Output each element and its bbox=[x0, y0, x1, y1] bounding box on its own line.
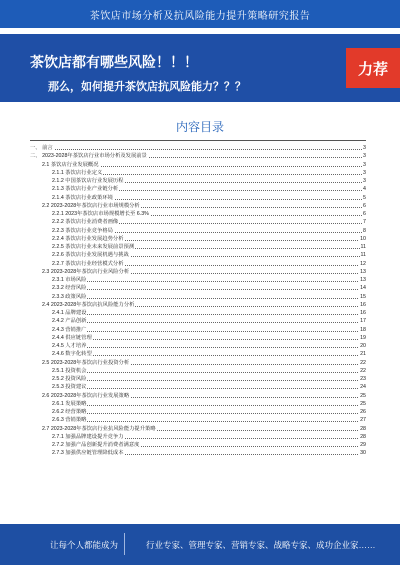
toc-entry-page: 15 bbox=[360, 293, 366, 300]
footer-divider bbox=[124, 533, 125, 555]
toc-entry-text: 2.1.3 茶饮店行业产业链分析 bbox=[52, 186, 119, 193]
toc-entry[interactable] bbox=[30, 342, 366, 350]
toc-entry[interactable] bbox=[30, 392, 366, 400]
toc-entry[interactable] bbox=[30, 177, 366, 185]
toc-entry[interactable] bbox=[30, 194, 366, 202]
toc-entry[interactable] bbox=[30, 383, 366, 391]
toc-entry-text: 2.4.4 供应链管理 bbox=[52, 334, 92, 341]
toc-entry-page: 16 bbox=[360, 301, 366, 308]
toc-entry-page: 27 bbox=[360, 417, 366, 424]
toc-entry-text: 2.5.2 投资风险 bbox=[52, 376, 87, 382]
toc-entry[interactable] bbox=[30, 293, 366, 301]
toc-entry[interactable] bbox=[30, 334, 366, 342]
toc-leader-dots bbox=[52, 421, 366, 422]
toc-entry-text: 一、 前言 bbox=[30, 145, 53, 151]
toc-entry-page: 25 bbox=[360, 400, 366, 407]
toc-entry-page: 3 bbox=[363, 178, 366, 184]
footer-roles: 行业专家、管理专家、营销专家、战略专家、成功企业家…… bbox=[146, 540, 376, 550]
toc-entry[interactable] bbox=[30, 185, 366, 193]
toc-entry-page: 13 bbox=[360, 268, 366, 275]
toc-entry[interactable] bbox=[30, 309, 366, 317]
toc-entry-text: 2.4.1 品牌建设 bbox=[52, 310, 87, 316]
toc-entry[interactable] bbox=[30, 301, 366, 309]
toc-entry-text: 2.2.3 茶饮店行业竞争格局 bbox=[52, 227, 113, 234]
toc-entry-page: 12 bbox=[360, 260, 366, 267]
toc-entry-text: 2.7.2 加强产品创新提升消费者满意度 bbox=[52, 442, 140, 448]
toc-entry-text: 2.4 2023-2028年茶饮店抗风险能力分析 bbox=[42, 301, 135, 308]
toc-leader-dots bbox=[52, 281, 366, 282]
report-title: 茶饮店市场分析及抗风险能力提升策略研究报告 bbox=[89, 10, 311, 22]
toc-entry-page: 3 bbox=[363, 161, 366, 168]
toc-entry-text: 2.5.1 投资机会 bbox=[52, 367, 87, 374]
toc-entry[interactable] bbox=[30, 268, 366, 276]
toc-entry[interactable] bbox=[30, 169, 366, 177]
toc-entry-text: 2.6.1 发展策略 bbox=[52, 400, 87, 407]
recommend-badge: 力荐 bbox=[346, 48, 400, 88]
toc-entry[interactable] bbox=[30, 416, 366, 424]
toc-entry[interactable] bbox=[30, 152, 366, 160]
toc-entry[interactable] bbox=[30, 144, 366, 152]
toc-entry-page: 4 bbox=[363, 186, 366, 193]
toc-entry-text: 2.2 2023-2028年茶饮店行业市场规模分析 bbox=[42, 202, 140, 209]
toc-entry-text: 2.5 2023-2028年茶饮店行业投资分析 bbox=[42, 359, 130, 366]
toc-entry[interactable] bbox=[30, 441, 366, 449]
toc-entry-text: 2.4.5 人才培养 bbox=[52, 343, 87, 349]
banner-headline: 茶饮店都有哪些风险！！！ bbox=[30, 54, 198, 70]
toc-leader-dots bbox=[52, 355, 366, 356]
toc-entry[interactable] bbox=[30, 235, 366, 243]
toc-entry-text: 2.4.2 产品创新 bbox=[52, 318, 87, 325]
table-of-contents bbox=[30, 140, 366, 458]
toc-entry-page: 3 bbox=[363, 145, 366, 151]
toc-entry-text: 2.4.3 营销推广 bbox=[52, 326, 87, 333]
toc-entry-page: 11 bbox=[360, 244, 366, 250]
toc-entry[interactable] bbox=[30, 326, 366, 334]
toc-entry[interactable] bbox=[30, 408, 366, 416]
toc-entry-page: 22 bbox=[360, 367, 366, 374]
toc-entry[interactable] bbox=[30, 276, 366, 284]
toc-entry-text: 2.3.3 政策风险 bbox=[52, 293, 87, 300]
toc-entry[interactable] bbox=[30, 227, 366, 235]
toc-entry-page: 18 bbox=[360, 326, 366, 333]
toc-entry-page: 6 bbox=[363, 202, 366, 209]
toc-entry-page: 3 bbox=[363, 153, 366, 160]
footer-bar bbox=[0, 524, 400, 565]
toc-entry-page: 29 bbox=[360, 442, 366, 448]
toc-entry-page: 8 bbox=[363, 227, 366, 234]
toc-entry-text: 2.4.6 数字化转型 bbox=[52, 351, 92, 358]
toc-entry[interactable] bbox=[30, 210, 366, 218]
toc-entry-page: 10 bbox=[360, 235, 366, 242]
banner-subheadline: 那么，如何提升茶饮店抗风险能力？？？ bbox=[48, 81, 246, 93]
toc-entry-text: 2.5.3 投资建议 bbox=[52, 384, 87, 391]
toc-leader-dots bbox=[52, 413, 366, 414]
toc-entry-page: 21 bbox=[360, 351, 366, 358]
toc-entry-page: 20 bbox=[360, 343, 366, 349]
toc-entry[interactable] bbox=[30, 161, 366, 169]
toc-entry[interactable] bbox=[30, 375, 366, 383]
toc-leader-dots bbox=[52, 405, 366, 406]
toc-entry-page: 5 bbox=[363, 194, 366, 201]
toc-entry-page: 11 bbox=[360, 252, 366, 259]
toc-entry[interactable] bbox=[30, 202, 366, 210]
toc-leader-dots bbox=[30, 149, 366, 150]
toc-entry[interactable] bbox=[30, 251, 366, 259]
toc-entry-text: 2.3 2023-2028年茶饮店行业风险分析 bbox=[42, 268, 130, 275]
toc-entry-page: 24 bbox=[360, 384, 366, 391]
toc-leader-dots bbox=[52, 289, 366, 290]
toc-entry-text: 2.2.2 茶饮店行业消费者画像 bbox=[52, 219, 119, 226]
toc-entry-page: 25 bbox=[360, 392, 366, 399]
toc-entry[interactable] bbox=[30, 350, 366, 358]
toc-leader-dots bbox=[52, 347, 366, 348]
toc-entry[interactable] bbox=[30, 400, 366, 408]
toc-entry[interactable] bbox=[30, 367, 366, 375]
toc-entry-page: 19 bbox=[360, 334, 366, 341]
toc-entry-text: 2.2.6 茶饮店行业发展机遇与挑战 bbox=[52, 252, 129, 259]
toc-entry-page: 6 bbox=[363, 211, 366, 217]
toc-entry[interactable] bbox=[30, 359, 366, 367]
toc-entry-text: 2.6 2023-2028年茶饮店行业发展策略 bbox=[42, 392, 130, 399]
toc-entry-text: 2.7 2023-2028年茶饮店行业抗风险能力提升策略 bbox=[42, 425, 156, 432]
toc-entry-page: 7 bbox=[363, 219, 366, 226]
toc-entry[interactable] bbox=[30, 317, 366, 325]
toc-entry[interactable] bbox=[30, 243, 366, 251]
toc-entry-text: 二、 2023-2028年茶饮店行业市场分析及发展前景 bbox=[30, 153, 147, 160]
toc-entry-page: 23 bbox=[360, 376, 366, 382]
toc-entry[interactable] bbox=[30, 449, 366, 457]
toc-entry[interactable] bbox=[30, 425, 366, 433]
toc-leader-dots bbox=[52, 339, 366, 340]
toc-entry-text: 2.2.1 2023年茶饮店市场规模增长至 6.3% bbox=[52, 211, 149, 217]
toc-entry-page: 13 bbox=[360, 277, 366, 283]
toc-entry-page: 17 bbox=[360, 318, 366, 325]
toc-entry-text: 2.7.3 加强供应链管理降低成本 bbox=[52, 450, 124, 457]
toc-entry-text: 2.1.1 茶饮店行业定义 bbox=[52, 169, 103, 176]
toc-entry-text: 2.2.7 茶饮店行业经营模式分析 bbox=[52, 260, 124, 267]
toc-leader-dots bbox=[52, 322, 366, 323]
toc-entry-text: 2.2.5 茶饮店行业未来发展前景预测 bbox=[52, 244, 135, 250]
toc-entry[interactable] bbox=[30, 218, 366, 226]
toc-entry[interactable] bbox=[30, 284, 366, 292]
toc-divider bbox=[30, 140, 366, 141]
toc-entry-text: 2.6.3 营销策略 bbox=[52, 417, 87, 424]
toc-entry-text: 2.1.4 茶饮店行业政策环境 bbox=[52, 194, 113, 201]
toc-entry-page: 22 bbox=[360, 359, 366, 366]
toc-title: 内容目录 bbox=[175, 120, 224, 134]
toc-entry-text: 2.7.1 加强品牌建设提升竞争力 bbox=[52, 433, 124, 440]
toc-entry-text: 2.3.1 市场风险 bbox=[52, 277, 87, 283]
toc-entry-page: 16 bbox=[360, 310, 366, 316]
toc-entry-text: 2.3.2 经营风险 bbox=[52, 285, 87, 292]
toc-entry-page: 28 bbox=[360, 425, 366, 432]
toc-entry-text: 2.1.2 中国茶饮店行业发展历程 bbox=[52, 178, 124, 184]
toc-entry-page: 3 bbox=[363, 169, 366, 176]
toc-entry-page: 26 bbox=[360, 409, 366, 415]
toc-list bbox=[30, 144, 366, 458]
toc-entry-text: 2.1 茶饮店行业发展概况 bbox=[42, 161, 99, 168]
toc-entry-page: 28 bbox=[360, 433, 366, 440]
toc-leader-dots bbox=[52, 388, 366, 389]
footer-slogan: 让每个人都能成为 bbox=[50, 540, 119, 550]
report-header-bar bbox=[0, 0, 400, 28]
toc-entry-text: 2.6.2 经营策略 bbox=[52, 409, 87, 415]
toc-entry-page: 30 bbox=[360, 450, 366, 457]
toc-leader-dots bbox=[52, 314, 366, 315]
toc-entry[interactable] bbox=[30, 433, 366, 441]
toc-leader-dots bbox=[52, 331, 366, 332]
toc-leader-dots bbox=[52, 372, 366, 373]
toc-leader-dots bbox=[52, 380, 366, 381]
toc-entry-text: 2.2.4 茶饮店行业发展趋势分析 bbox=[52, 235, 124, 242]
toc-entry[interactable] bbox=[30, 260, 366, 268]
toc-entry-page: 14 bbox=[360, 285, 366, 292]
toc-leader-dots bbox=[52, 298, 366, 299]
